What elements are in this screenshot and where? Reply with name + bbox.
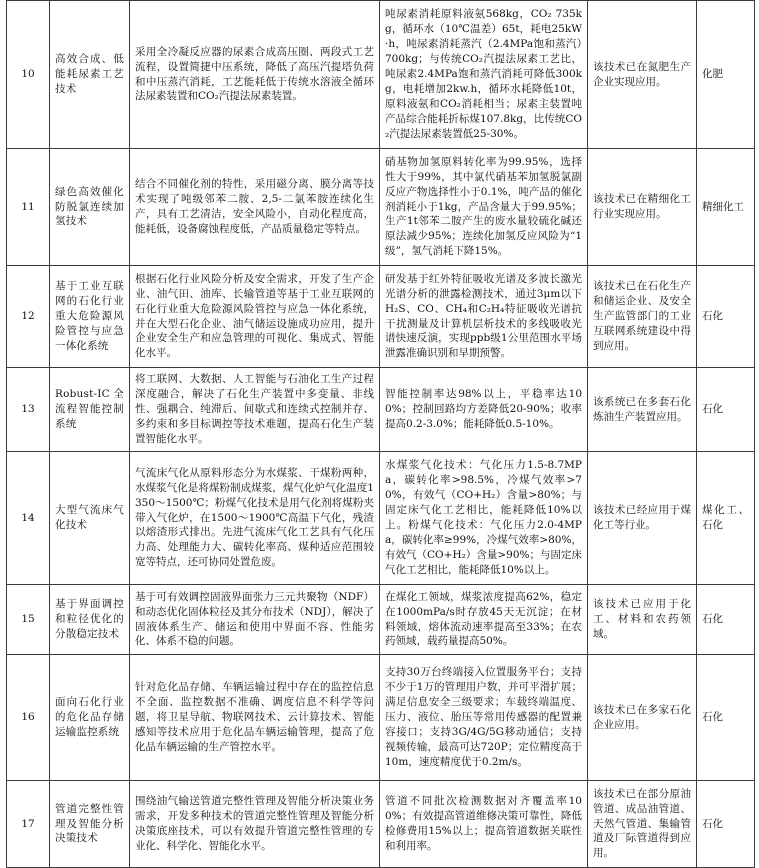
application-status: 该技术已在多家石化企业应用。 xyxy=(588,655,697,781)
application-field: 精细化工 xyxy=(697,149,755,266)
application-field: 石化 xyxy=(697,655,755,781)
table-row xyxy=(7,585,755,655)
technical-indicators: 在煤化工领域，煤浆浓度提高62%，稳定在1000mPa/s时存放45天无沉淀；在材料领域，熔体流动速率提高至33%；在农药领域，载药量提高50%。 xyxy=(380,585,588,655)
row-number: 12 xyxy=(7,266,50,368)
technology-name: 面向石化行业的危化品存储运输监控系统 xyxy=(50,655,130,781)
row-number: 14 xyxy=(7,452,50,585)
technology-name: Robust-IC全流程智能控制系统 xyxy=(50,368,130,452)
application-status: 该技术已在氮肥生产企业实现应用。 xyxy=(588,1,697,149)
technical-indicators: 水煤浆气化技术：气化压力1.5-8.7MPa，碳转化率>98.5%，冷煤气效率>70%，有效气（CO+H₂）含量>80%；与固定床气化工艺相比，能耗降低10%以上。粉煤气化技术：气化压力2.0-4MPa，碳转化率≥99%，冷煤气效率>80%，有效气（CO+H₂）含量>90%；与固定床气化工艺相比，能耗降低10%以上。 xyxy=(380,452,588,585)
technical-indicators: 硝基物加氢原料转化率为99.95%，选择性大于99%，其中氯代硝基苯加氢脱氯副反应产物选择性小于0.1%，吨产品的催化剂消耗小于1kg，产品含量大于99.95%；生产1t邻苯二胺产生的废水量较硫化碱还原法减少95%；连续化加氢反应风险为“1级”，氢气消耗下降15%。 xyxy=(380,149,588,266)
technology-description: 气流床气化从原料形态分为水煤浆、干煤粉两种，水煤浆气化是将煤粉制成煤浆，煤气化炉气化温度1350～1500℃；粉煤气化技术是用气化剂将煤粉夹带入气化炉，在1500～1900℃高温下气化，残渣以熔渣形式排出。先进气流床气化工艺具有气化压力高、处理能力大、碳转化率高、煤种适应范围较宽等特点，还可协同处置危废。 xyxy=(130,452,380,585)
technology-table xyxy=(6,0,755,868)
application-status: 该技术已在精细化工行业实现应用。 xyxy=(588,149,697,266)
technology-description: 根据石化行业风险分析及安全需求，开发了生产企业、油气田、油库、长输管道等基于工业互联网的石化行业重大危险源风险管控与应急一体化系统，并在大型石化企业、油气储运设施成功应用，提升企业安全生产和应急管理的可视化、集成式、智能化水平。 xyxy=(130,266,380,368)
table-row xyxy=(7,655,755,781)
technical-indicators: 管道不同批次检测数据对齐覆盖率100%；有效提高管道维修决策可靠性，降低检修费用15%以上；提高管道数据关联性和利用率。 xyxy=(380,781,588,868)
technology-description: 基于可有效调控固液界面张力三元共聚物（NDF）和动态优化固体粒径及其分布技术（NDJ），解决了固液体系生产、储运和使用中界面不容、性能劣化、体系不稳的问题。 xyxy=(130,585,380,655)
application-status: 该技术已在石化生产和储运企业、及安全生产监管部门的工业互联网系统建设中得到应用。 xyxy=(588,266,697,368)
table-row xyxy=(7,368,755,452)
table-row xyxy=(7,1,755,149)
application-field: 石化 xyxy=(697,781,755,868)
technology-description: 将工联网、大数据、人工智能与石油化工生产过程深度融合，解决了石化生产装置中多变量、非线性、强耦合、纯滞后、间歇式和连续式控制并存、多约束和多目标调控等技术难题，提高石化生产装置智能化水平。 xyxy=(130,368,380,452)
application-status: 该技术已应用于化工、材料和农药领域。 xyxy=(588,585,697,655)
technology-name: 基于界面调控和粒径优化的分散稳定技术 xyxy=(50,585,130,655)
technology-name: 基于工业互联网的石化行业重大危险源风险管控与应急一体化系统 xyxy=(50,266,130,368)
row-number: 11 xyxy=(7,149,50,266)
row-number: 15 xyxy=(7,585,50,655)
application-field: 石化 xyxy=(697,266,755,368)
technology-name: 高效合成、低能耗尿素工艺技术 xyxy=(50,1,130,149)
application-status: 该技术已经应用于煤化工等行业。 xyxy=(588,452,697,585)
row-number: 16 xyxy=(7,655,50,781)
technology-name: 绿色高效催化防脱氯连续加氢技术 xyxy=(50,149,130,266)
application-field: 石化 xyxy=(697,368,755,452)
technology-description: 结合不同催化剂的特性，采用磁分离、膜分离等技术实现了吨级邻苯二胺、2,5-二氯苯胺连续化生产，具有工艺清洁，安全风险小，自动化程度高，能耗低，设备腐蚀程度低，产品质量稳定等特点。 xyxy=(130,149,380,266)
technical-indicators: 研发基于红外特征吸收光谱及多波长激光光谱分析的泄露检测技术，通过3μm以下H₂S、CO、CH₄和C₂H₄特征吸收光谱抗干扰测量及计算机层析技术的多线吸收光谱快速反演，实现ppb级1公里范围水平场泄露准确识别和早期预警。 xyxy=(380,266,588,368)
technology-name: 管道完整性管理及智能分析决策技术 xyxy=(50,781,130,868)
technical-indicators: 支持30万台终端接入位置服务平台；支持不少于1万的管理用户数，并可平滑扩展；满足信息安全三级要求；车载终端温度、压力、液位、胎压等常用传感器的配置兼容接口；支持3G/4G/5G移动通信；支持视频传输，最高可达720P；定位精度高于10m，速度精度优于0.2m/s。 xyxy=(380,655,588,781)
technology-name: 大型气流床气化技术 xyxy=(50,452,130,585)
table-row xyxy=(7,452,755,585)
technology-description: 针对危化品存储、车辆运输过程中存在的监控信息不全面、监控数据不准确、调度信息不科学等问题，将卫星导航、物联网技术、云计算技术、智能感知等技术应用于危化品车辆运输管理，提高了危化品车辆运输的生产管控水平。 xyxy=(130,655,380,781)
technical-indicators: 智能控制率达98%以上，平稳率达100%；控制回路均方差降低20-90%；收率提高0.2-3.0%；能耗降低0.5-10%。 xyxy=(380,368,588,452)
row-number: 17 xyxy=(7,781,50,868)
application-field: 煤化工、石化 xyxy=(697,452,755,585)
row-number: 10 xyxy=(7,1,50,149)
application-status: 该系统已在多套石化炼油生产装置应用。 xyxy=(588,368,697,452)
application-field: 石化 xyxy=(697,585,755,655)
table-row xyxy=(7,781,755,868)
row-number: 13 xyxy=(7,368,50,452)
application-status: 该技术已在部分原油管道、成品油管道、天然气管道、集输管道及厂际管道得到应用。 xyxy=(588,781,697,868)
table-row xyxy=(7,149,755,266)
table-row xyxy=(7,266,755,368)
technology-description: 围绕油气输送管道完整性管理及智能分析决策业务需求，开发多种技术的管道完整性管理及智能分析决策底座技术，可以有效提升管道完整性管理的专业化、科学化、智能化水平。 xyxy=(130,781,380,868)
application-field: 化肥 xyxy=(697,1,755,149)
technical-indicators: 吨尿素消耗原料液氨568kg，CO₂ 735kg，循环水（10℃温差）65t，耗电25kW·h，吨尿素消耗蒸汽（2.4MPa饱和蒸汽）700kg；与传统CO₂汽提法尿素工艺比，吨尿素2.4MPa饱和蒸汽消耗可降低300kg，电耗增加2kw.h，循环水耗降低10t，原料液氨和CO₂消耗相当；尿素主装置吨产品综合能耗折标煤107.8kg，比传统CO₂汽提法尿素装置低25-30%。 xyxy=(380,1,588,149)
technology-description: 采用全冷凝反应器的尿素合成高压圈、两段式工艺流程，设置简捷中压系统，降低了高压汽提塔负荷和中压蒸汽消耗，工艺能耗低于传统水溶液全循环法尿素装置和CO₂汽提法尿素装置。 xyxy=(130,1,380,149)
